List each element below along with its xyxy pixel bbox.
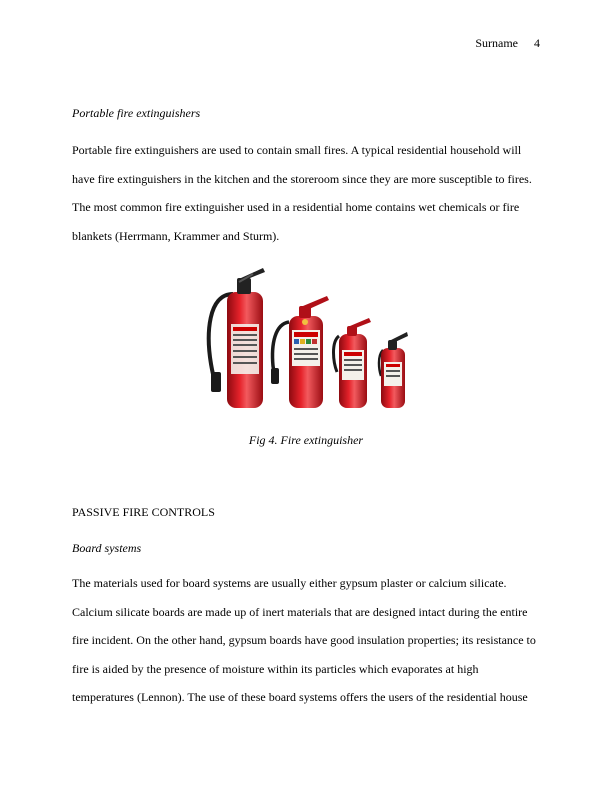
- extinguisher-smallest: [379, 332, 408, 408]
- paragraph-board-systems: The materials used for board systems are usually either gypsum plaster or calcium silicate. Calcium silicate boards are made up of inert materials that are designed intact during the entire fire incident. On the other hand, gypsum boards have good insulation properties; its resistance to fire is aided by the presence of moisture within its particles which evaporates at high temperatures (Lennon). The use of these board systems offers the users of the residential house: [72, 576, 536, 705]
- section-heading-passive-fire-controls: PASSIVE FIRE CONTROLS: [72, 505, 215, 519]
- extinguisher-medium: [271, 296, 329, 408]
- extinguisher-small: [334, 318, 372, 408]
- section-heading-board-systems: Board systems: [72, 541, 142, 555]
- figure-caption: Fig 4. Fire extinguisher: [248, 433, 364, 447]
- section-heading-portable: Portable fire extinguishers: [72, 106, 201, 120]
- page-header: [475, 36, 540, 50]
- fire-extinguisher-image: [203, 264, 409, 412]
- extinguisher-large: [209, 268, 265, 408]
- header-page-number: 4: [534, 36, 540, 50]
- paragraph-portable: Portable fire extinguishers are used to contain small fires. A typical residential household will have fire extinguishers in the kitchen and the storeroom since they are more susceptible to fires. The most common fire extinguisher used in a residential home contains wet chemicals or fire blankets (Herrmann, Krammer and Sturm).: [72, 143, 532, 243]
- header-surname: Surname: [475, 36, 518, 50]
